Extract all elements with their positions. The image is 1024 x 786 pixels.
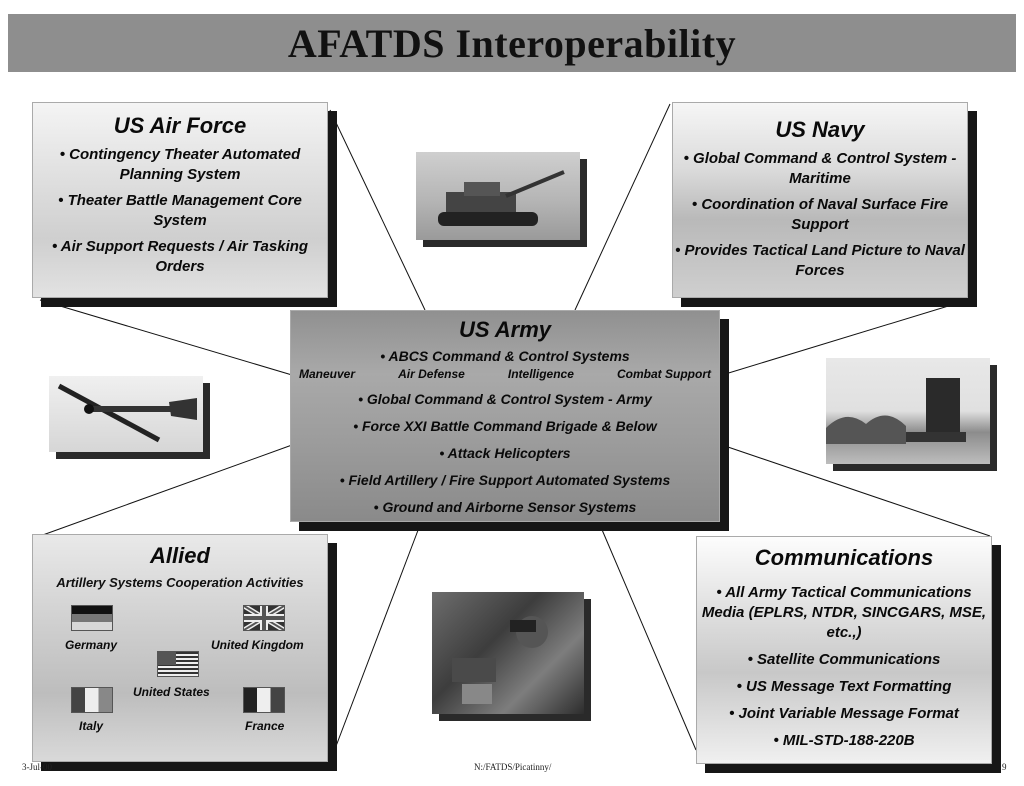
- communications-list: [697, 583, 991, 751]
- abcs-subsystems: [291, 367, 719, 381]
- allied-subtitle: Artillery Systems Cooperation Activities: [56, 575, 304, 590]
- list-item: • Field Artillery / Fire Support Automated Systems: [339, 472, 671, 488]
- list-item: • Air Support Requests / Air Tasking Orders: [51, 238, 309, 275]
- abcs-sub-item: Air Defense: [398, 367, 465, 381]
- howitzer-photo: [416, 152, 580, 240]
- germany-flag-icon: [71, 605, 113, 631]
- list-item: • Theater Battle Management Core System: [58, 192, 302, 229]
- air-force-panel: [32, 102, 328, 298]
- list-item: • MIL-STD-188-220B: [773, 732, 915, 749]
- france-label: France: [245, 719, 285, 733]
- abcs-sub-item: Maneuver: [299, 367, 356, 381]
- navy-panel: [672, 102, 968, 298]
- germany-label: Germany: [65, 638, 118, 652]
- list-item: • US Message Text Formatting: [736, 678, 952, 695]
- communications-panel: [696, 536, 992, 764]
- united-states-label: United States: [133, 685, 210, 699]
- list-item: • Force XXI Battle Command Brigade & Below: [353, 418, 657, 434]
- list-item: • ABCS Command & Control Systems: [380, 348, 630, 364]
- abcs-sub-item: Intelligence: [507, 367, 574, 381]
- united-kingdom-label: United Kingdom: [211, 638, 304, 652]
- soldier-photo: [432, 592, 584, 714]
- communications-title: Communications: [754, 545, 934, 570]
- union-jack-shape: [244, 606, 284, 630]
- navy-list: [673, 149, 967, 281]
- list-item: • Satellite Communications: [747, 651, 941, 668]
- list-item: • Contingency Theater Automated Planning System: [59, 146, 301, 183]
- abcs-sub-item: Combat Support: [617, 367, 711, 381]
- allied-panel: [32, 534, 328, 762]
- drone-photo: [49, 376, 203, 452]
- allied-title: Allied: [150, 543, 210, 568]
- united-kingdom-flag-icon: [243, 605, 285, 631]
- list-item: • Joint Variable Message Format: [729, 705, 959, 722]
- slide-title: AFATDS Interoperability: [287, 20, 737, 66]
- france-flag-icon: [243, 687, 285, 713]
- footer-date: 3-Jul-00: [22, 762, 52, 772]
- soldier-icon: [432, 592, 584, 714]
- list-item: • Attack Helicopters: [439, 445, 571, 461]
- list-item: • All Army Tactical Communications Media (EPLRS, NTDR, SINCGARS, MSE, etc.,): [701, 584, 987, 641]
- army-panel: [290, 310, 720, 522]
- list-item: • Global Command & Control System - Army: [358, 391, 652, 407]
- italy-flag-icon: [71, 687, 113, 713]
- page-number: 9: [1002, 762, 1007, 772]
- air-force-list: [33, 145, 327, 277]
- italy-label: Italy: [79, 719, 104, 733]
- drone-icon: [49, 376, 203, 452]
- howitzer-icon: [416, 152, 580, 240]
- army-list-more: [291, 390, 719, 516]
- footer-path: N:/FATDS/Picatinny/: [474, 762, 552, 772]
- army-list: [291, 347, 719, 365]
- army-title: US Army: [458, 317, 552, 342]
- navy-title: US Navy: [775, 117, 865, 142]
- list-item: • Coordination of Naval Surface Fire Support: [691, 196, 949, 233]
- list-item: • Global Command & Control System - Maritime: [683, 150, 957, 187]
- list-item: • Ground and Airborne Sensor Systems: [373, 499, 637, 515]
- united-states-flag-icon: [157, 651, 199, 677]
- radar-icon: [826, 358, 990, 464]
- radar-photo: [826, 358, 990, 464]
- air-force-title: US Air Force: [113, 113, 247, 138]
- list-item: • Provides Tactical Land Picture to Naval Forces: [675, 242, 965, 279]
